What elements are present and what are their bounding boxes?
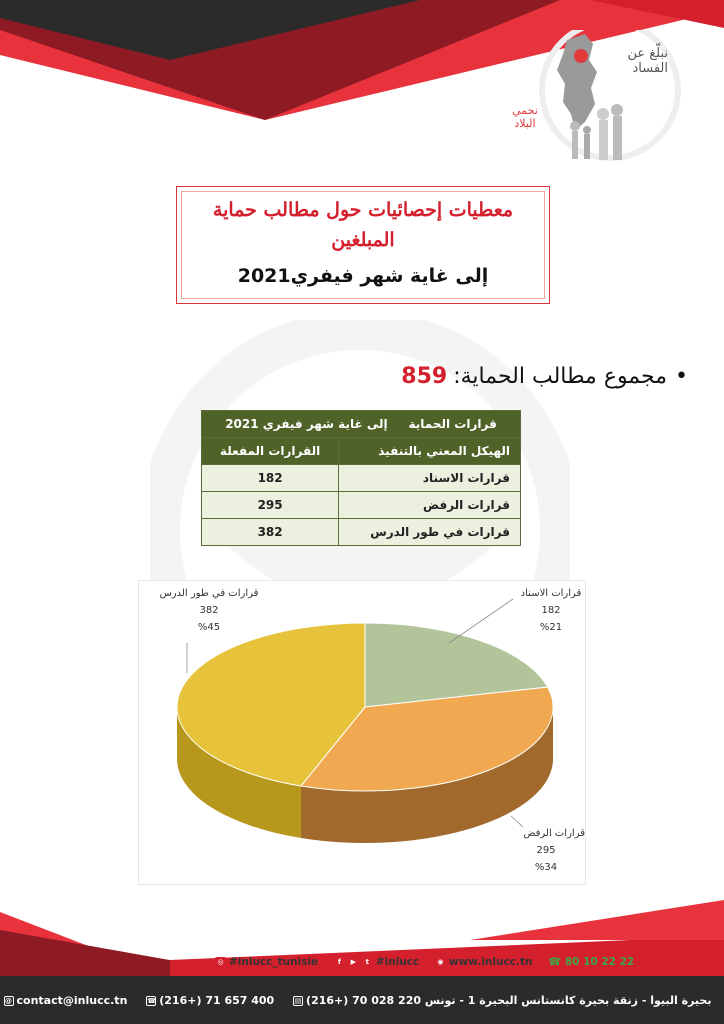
facebook-icon: f xyxy=(334,957,345,968)
footer-email[interactable]: contact@inlucc.tn xyxy=(16,994,128,1007)
row-label: قرارات في طور الدرس xyxy=(339,519,521,546)
table-column-headers xyxy=(202,438,521,465)
footer-contact-line xyxy=(0,994,724,1007)
slice-label-accepted-value: 182 xyxy=(541,605,561,616)
row-label: قرارات الاسناد xyxy=(339,465,521,492)
total-value: 859 xyxy=(401,364,448,389)
slice-label-rejected-percent: %34 xyxy=(534,862,558,873)
hotline[interactable]: ☎ 80 10 22 22 xyxy=(548,956,635,968)
globe-icon: ◉ xyxy=(435,957,446,968)
page-subtitle: إلى غاية شهر فيفري2021 xyxy=(237,265,489,287)
table-row xyxy=(202,519,521,546)
contact-strip xyxy=(215,956,646,968)
leader-line-accepted xyxy=(449,599,513,643)
title-box xyxy=(176,186,550,304)
page-title: معطيات إحصائيات حول مطالب حماية المبلغين xyxy=(212,199,514,251)
table-header-right: إلى غاية شهر فيفري 2021 xyxy=(225,417,388,431)
logo-slogan-protect: نحمي البلاد xyxy=(512,104,538,130)
tel-icon: ☎ xyxy=(147,997,156,1005)
footer-tel: (216+) 71 657 400 xyxy=(159,994,275,1007)
bullet-icon: • xyxy=(675,364,688,389)
footer-address: بحيرة البيوا - زنقة بحيرة كانستانس البحيرة 1 - تونس xyxy=(424,994,712,1007)
slice-label-accepted-name: قرارات الاسناد xyxy=(520,588,582,599)
pie-chart xyxy=(138,580,586,885)
row-value: 182 xyxy=(202,465,339,492)
instagram-icon: ◎ xyxy=(215,957,226,968)
slice-label-pending-name: قرارات في طور الدرس xyxy=(159,588,259,599)
table-title xyxy=(202,411,521,438)
youtube-icon: ▶ xyxy=(348,957,359,968)
table-header-left: قرارات الحماية xyxy=(408,417,497,431)
slice-label-accepted xyxy=(511,585,591,636)
social-link[interactable]: f ▶ t #inlucc xyxy=(334,956,419,968)
table-row xyxy=(202,465,521,492)
table-row xyxy=(202,492,521,519)
table-header-row xyxy=(202,411,521,438)
row-value: 382 xyxy=(202,519,339,546)
logo-slogan-report: نبلّغ عن الفساد xyxy=(627,46,668,76)
total-requests xyxy=(401,364,688,389)
phone-icon: ☎ xyxy=(548,956,562,968)
fax-icon: ▤ xyxy=(294,997,302,1005)
row-value: 295 xyxy=(202,492,339,519)
total-label: مجموع مطالب الحماية: xyxy=(453,364,668,389)
column-header-decisions: القرارات المفعلة xyxy=(202,438,339,465)
slice-label-rejected xyxy=(507,825,585,876)
slice-label-pending xyxy=(153,585,265,636)
protection-decisions-table xyxy=(201,410,521,546)
slice-label-rejected-value: 295 xyxy=(536,845,556,856)
twitter-icon: t xyxy=(362,957,373,968)
slice-label-pending-percent: %45 xyxy=(197,622,221,633)
footer-fax: (216+) 70 028 220 xyxy=(306,994,421,1007)
slice-label-pending-value: 382 xyxy=(199,605,219,616)
instagram-link[interactable]: ◎ #inlucc_tunisie xyxy=(215,956,318,968)
website-link[interactable]: ◉ www.inlucc.tn xyxy=(435,956,533,968)
slice-label-rejected-name: قرارات الرفض xyxy=(523,828,585,839)
row-label: قرارات الرفض xyxy=(339,492,521,519)
column-header-entity: الهيكل المعني بالتنفيذ xyxy=(339,438,521,465)
email-icon: @ xyxy=(5,997,13,1005)
slice-label-accepted-percent: %21 xyxy=(539,622,563,633)
